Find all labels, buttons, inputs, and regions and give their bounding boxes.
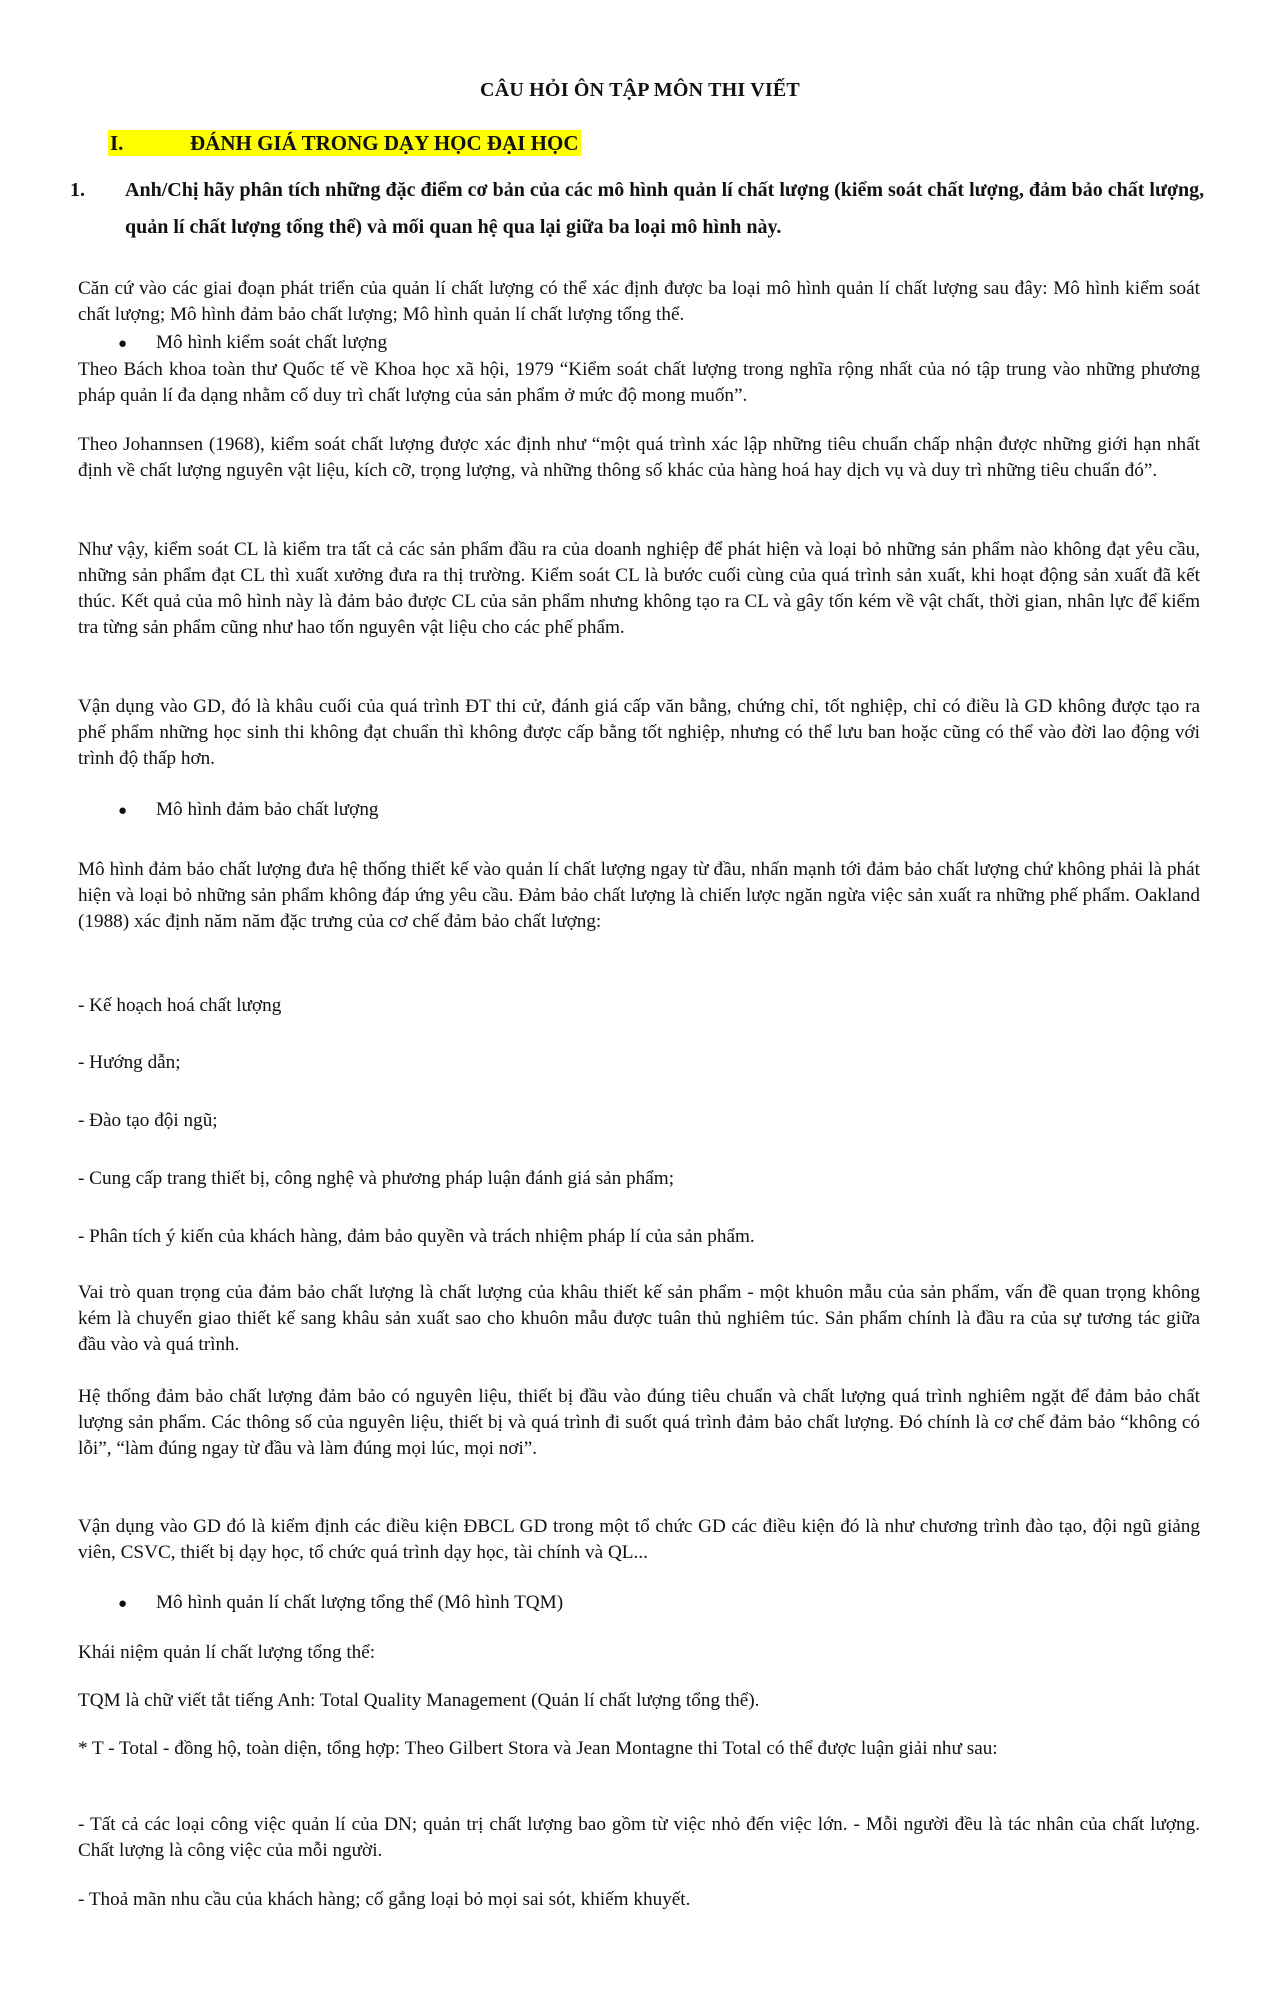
bullet-text: Mô hình quản lí chất lượng tổng thể (Mô hình TQM) (156, 1592, 564, 1613)
paragraph-quality-assurance: Mô hình đảm bảo chất lượng đưa hệ thống thiết kế vào quản lí chất lượng ngay từ đầu, nhấn mạnh tới đảm bảo chất lượng chứ không phải là phát hiện và loại bỏ những sản phẩm không đáp ứng yêu cầu. Đảm bảo chất lượng là chiến lược ngăn ngừa việc sản xuất ra những phế phẩm. Oakland (1988) xác định năm năm đặc trưng của cơ chế đảm bảo chất lượng: (78, 859, 1200, 932)
question-text: Anh/Chị hãy phân tích những đặc điểm cơ bản của các mô hình quản lí chất lượng (kiểm soát chất lượng, đảm bảo chất lượng, quản lí chất lượng tổng thể) và mối quan hệ qua lại giữa ba loại mô hình này. (125, 179, 1205, 238)
paragraph-all-work: - Tất cả các loại công việc quản lí của DN; quản trị chất lượng bao gồm từ việc nhỏ đến việc lớn. - Mỗi người đều là tác nhân của chất lượng. Chất lượng là công việc của mỗi người. (78, 1814, 1200, 1861)
paragraph-tqm-concept: Khái niệm quản lí chất lượng tổng thể: (78, 1642, 376, 1663)
paragraph-tqm-definition: TQM là chữ viết tắt tiếng Anh: Total Quality Management (Quản lí chất lượng tổng thể). (78, 1690, 760, 1711)
paragraph-qc-education: Vận dụng vào GD, đó là khâu cuối của quá trình ĐT thi cử, đánh giá cấp văn bằng, chứng chỉ, tốt nghiệp, chỉ có điều là GD không được tạo ra phế phẩm những học sinh thi không đạt chuẩn thì không được cấp bằng tốt nghiệp, nhưng có thể lưu ban hoặc cũng có thể vào đời lao động với trình độ thấp hơn. (78, 696, 1200, 769)
bullet-quality-assurance (118, 797, 379, 824)
paragraph-total: * T - Total - đồng hộ, toàn diện, tổng hợp: Theo Gilbert Stora và Jean Montagne thi Total có thể được luận giải như sau: (78, 1738, 998, 1759)
list-item-training: - Đào tạo đội ngũ; (78, 1110, 218, 1131)
question-number: 1. (70, 179, 85, 201)
paragraph-qa-system: Hệ thống đảm bảo chất lượng đảm bảo có nguyên liệu, thiết bị đầu vào đúng tiêu chuẩn và chất lượng quá trình nghiêm ngặt để đảm bảo chất lượng sản phẩm. Các thông số của nguyên liệu, thiết bị và quá trình đi suốt quá trình đảm bảo chất lượng. Đó chính là cơ chế đảm bảo “không có lỗi”, “làm đúng ngay từ đầu và làm đúng mọi lúc, mọi nơi”. (78, 1386, 1200, 1459)
bullet-text: Mô hình đảm bảo chất lượng (156, 799, 379, 820)
paragraph-qa-education: Vận dụng vào GD đó là kiểm định các điều kiện ĐBCL GD trong một tổ chức GD các điều kiện đó là như chương trình đào tạo, đội ngũ giảng viên, CSVC, thiết bị dạy học, tổ chức quá trình dạy học, tài chính và QL... (78, 1516, 1200, 1563)
section-title: ĐÁNH GIÁ TRONG DẠY HỌC ĐẠI HỌC (190, 131, 579, 155)
paragraph-qa-role: Vai trò quan trọng của đảm bảo chất lượng là chất lượng của khâu thiết kế sản phẩm - một khuôn mẫu của sản phẩm, vấn đề quan trọng không kém là chuyển giao thiết kế sang khâu sản xuất sao cho khuôn mẫu được tuân thủ nghiêm túc. Sản phẩm chính là đầu ra của sự tương tác giữa đầu vào và quá trình. (78, 1282, 1200, 1355)
list-item-guidance: - Hướng dẫn; (78, 1052, 181, 1073)
bullet-text: Mô hình kiểm soát chất lượng (156, 332, 388, 353)
paragraph-intro: Căn cứ vào các giai đoạn phát triển của quản lí chất lượng có thể xác định được ba loại mô hình quản lí chất lượng sau đây: Mô hình kiểm soát chất lượng; Mô hình đảm bảo chất lượng; Mô hình quản lí chất lượng tổng thể. (78, 278, 1200, 325)
paragraph-johannsen: Theo Johannsen (1968), kiểm soát chất lượng được xác định như “một quá trình xác lập những tiêu chuẩn chấp nhận được những giới hạn nhất định về chất lượng nguyên vật liệu, kích cỡ, trọng lượng, và những thông số khác của hàng hoá hay dịch vụ và duy trì những tiêu chuẩn đó”. (78, 434, 1200, 481)
list-item-planning: - Kế hoạch hoá chất lượng (78, 995, 282, 1016)
bullet-tqm (118, 1590, 563, 1617)
bullet-dot-icon: ● (118, 1596, 128, 1612)
paragraph-encyclopedia: Theo Bách khoa toàn thư Quốc tế về Khoa học xã hội, 1979 “Kiểm soát chất lượng trong nghĩa rộng nhất của nó tập trung vào những phương pháp quản lí đa dạng nhằm cố duy trì chất lượng của sản phẩm ở mức độ mong muốn”. (78, 359, 1200, 406)
list-item-equipment: - Cung cấp trang thiết bị, công nghệ và phương pháp luận đánh giá sản phẩm; (78, 1168, 675, 1189)
section-heading (108, 130, 581, 156)
bullet-quality-control (118, 330, 387, 357)
document-title: CÂU HỎI ÔN TẬP MÔN THI VIẾT (480, 79, 800, 101)
section-number: I. (110, 131, 124, 155)
bullet-dot-icon: ● (118, 336, 128, 352)
paragraph-customer-needs: - Thoả mãn nhu cầu của khách hàng; cố gắng loại bỏ mọi sai sót, khiếm khuyết. (78, 1889, 691, 1910)
question-1 (70, 172, 1210, 246)
list-item-customer-feedback: - Phân tích ý kiến của khách hàng, đảm bảo quyền và trách nhiệm pháp lí của sản phẩm. (78, 1226, 755, 1247)
paragraph-quality-control-summary: Như vậy, kiểm soát CL là kiểm tra tất cả các sản phẩm đầu ra của doanh nghiệp để phát hiện và loại bỏ những sản phẩm nào không đạt yêu cầu, những sản phẩm đạt CL thì xuất xưởng đưa ra thị trường. Kiểm soát CL là bước cuối cùng của quá trình sản xuất, khi hoạt động sản xuất đã kết thúc. Kết quả của mô hình này là đảm bảo được CL của sản phẩm nhưng không tạo ra CL và gây tốn kém về vật chất, thời gian, nhân lực để kiểm tra từng sản phẩm cũng như hao tốn nguyên vật liệu cho các phế phẩm. (78, 539, 1200, 638)
bullet-dot-icon: ● (118, 803, 128, 819)
